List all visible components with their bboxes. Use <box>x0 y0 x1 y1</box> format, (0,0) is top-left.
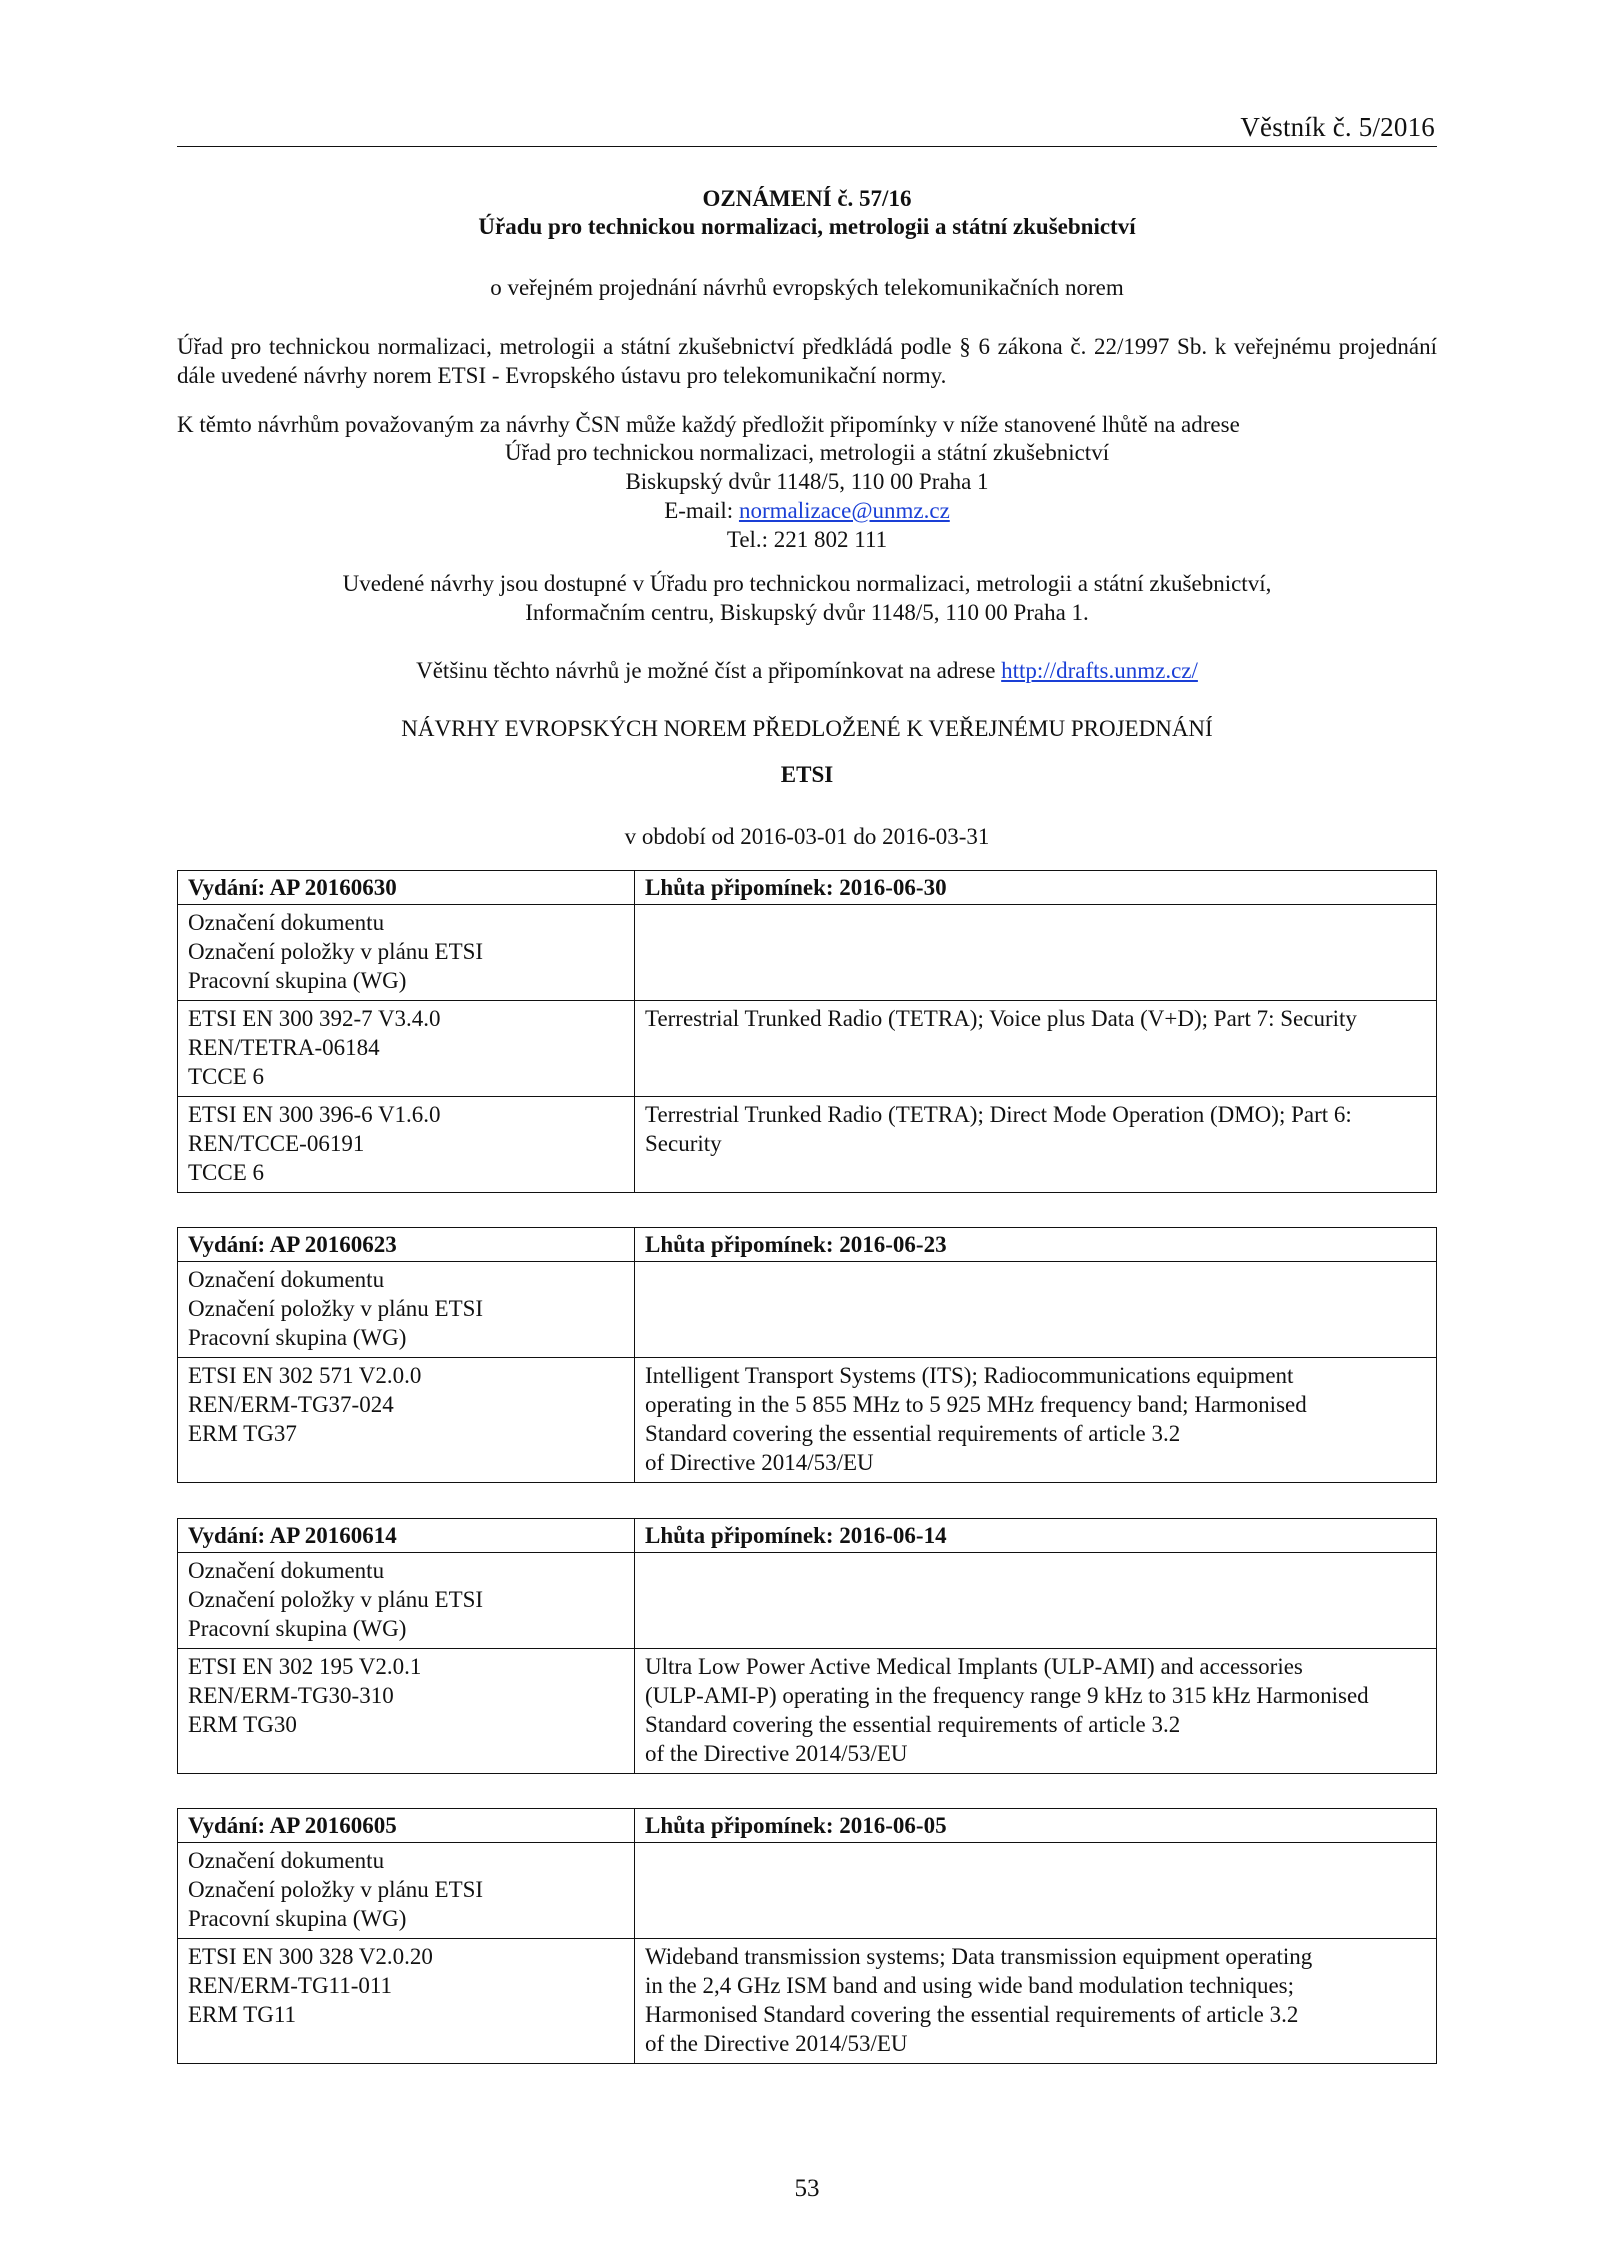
document-id: ETSI EN 302 571 V2.0.0 <box>188 1363 422 1388</box>
issue-deadline: Lhůta připomínek: 2016-06-05 <box>635 1809 1437 1843</box>
organization-heading: ETSI <box>780 762 834 787</box>
drafts-heading: NÁVRHY EVROPSKÝCH NOREM PŘEDLOŽENÉ K VEŘEJNÉMU PROJEDNÁNÍ <box>401 716 1213 741</box>
standard-title-line: Wideband transmission systems; Data transmission equipment operating <box>645 1944 1313 1969</box>
standard-row <box>178 1649 1437 1774</box>
standard-title-line: in the 2,4 GHz ISM band and using wide band modulation techniques; <box>645 1973 1295 1998</box>
standard-row <box>178 1001 1437 1097</box>
legend-cell <box>178 905 635 1001</box>
legend-row <box>178 1262 1437 1358</box>
address-office: Úřad pro technickou normalizaci, metrologii a státní zkušebnictví <box>504 440 1110 465</box>
working-group: ERM TG37 <box>188 1421 297 1446</box>
header-rule <box>177 146 1437 147</box>
legend-row <box>178 1843 1437 1939</box>
page-number: 53 <box>794 2175 820 2202</box>
issue-edition: Vydání: AP 20160614 <box>178 1519 635 1553</box>
standard-title-line: of the Directive 2014/53/EU <box>645 1741 908 1766</box>
standard-title-line: Intelligent Transport Systems (ITS); Radiocommunications equipment <box>645 1363 1294 1388</box>
issue-edition: Vydání: AP 20160623 <box>178 1228 635 1262</box>
legend-cell <box>178 1262 635 1358</box>
legend-row <box>178 905 1437 1001</box>
issue-deadline: Lhůta připomínek: 2016-06-14 <box>635 1519 1437 1553</box>
working-group: TCCE 6 <box>188 1160 265 1185</box>
email-label: E-mail: <box>664 498 739 523</box>
working-group: TCCE 6 <box>188 1064 265 1089</box>
issue-header-row <box>178 1809 1437 1843</box>
legend-line2: Označení položky v plánu ETSI <box>188 939 484 964</box>
issue-table <box>177 1227 1437 1483</box>
standard-title-line: Ultra Low Power Active Medical Implants (ULP-AMI) and accessories <box>645 1654 1303 1679</box>
journal-header: Věstník č. 5/2016 <box>1240 112 1435 142</box>
period-line: v období od 2016-03-01 do 2016-03-31 <box>624 824 990 849</box>
legend-line2: Označení položky v plánu ETSI <box>188 1877 484 1902</box>
standard-title-line: Terrestrial Trunked Radio (TETRA); Voice plus Data (V+D); Part 7: Security <box>645 1006 1357 1031</box>
work-item-id: REN/TCCE-06191 <box>188 1131 365 1156</box>
email-link[interactable]: normalizace@unmz.cz <box>738 498 950 523</box>
standard-title <box>635 1939 1437 2064</box>
standard-row <box>178 1097 1437 1193</box>
legend-line3: Pracovní skupina (WG) <box>188 1616 407 1641</box>
legend-line1: Označení dokumentu <box>188 1558 385 1583</box>
announcement-subtitle: o veřejném projednání návrhů evropských telekomunikačních norem <box>490 275 1124 300</box>
legend-line2: Označení položky v plánu ETSI <box>188 1296 484 1321</box>
standard-row <box>178 1939 1437 2064</box>
issue-table <box>177 1518 1437 1774</box>
standard-title-line: Security <box>645 1131 722 1156</box>
working-group: ERM TG11 <box>188 2002 296 2027</box>
standard-title-line: of Directive 2014/53/EU <box>645 1450 874 1475</box>
work-item-id: REN/ERM-TG30-310 <box>188 1683 394 1708</box>
legend-row <box>178 1553 1437 1649</box>
work-item-id: REN/ERM-TG11-011 <box>188 1973 393 1998</box>
standard-title-line: (ULP-AMI-P) operating in the frequency range 9 kHz to 315 kHz Harmonised <box>645 1683 1369 1708</box>
legend-line2: Označení položky v plánu ETSI <box>188 1587 484 1612</box>
drafts-portal-line <box>177 658 1437 684</box>
working-group: ERM TG30 <box>188 1712 297 1737</box>
availability-line-2: Informačním centru, Biskupský dvůr 1148/5, 110 00 Praha 1. <box>525 600 1089 625</box>
address-phone: Tel.: 221 802 111 <box>726 527 888 552</box>
drafts-portal-label: Většinu těchto návrhů je možné číst a připomínkovat na adrese <box>416 658 1002 683</box>
work-item-id: REN/TETRA-06184 <box>188 1035 380 1060</box>
standard-title <box>635 1001 1437 1097</box>
standard-identifiers <box>178 1001 635 1097</box>
legend-empty-cell <box>635 1262 1437 1358</box>
issue-table <box>177 870 1437 1193</box>
standard-title-line: of the Directive 2014/53/EU <box>645 2031 908 2056</box>
standard-title-line: operating in the 5 855 MHz to 5 925 MHz frequency band; Harmonised <box>645 1392 1307 1417</box>
standard-title <box>635 1358 1437 1483</box>
issue-header-row <box>178 1519 1437 1553</box>
document-id: ETSI EN 300 396-6 V1.6.0 <box>188 1102 441 1127</box>
standard-title-line: Terrestrial Trunked Radio (TETRA); Direct Mode Operation (DMO); Part 6: <box>645 1102 1352 1127</box>
availability-line-1: Uvedené návrhy jsou dostupné v Úřadu pro technickou normalizaci, metrologii a státní zkušebnictví, <box>342 571 1272 596</box>
standard-title-line: Standard covering the essential requirements of article 3.2 <box>645 1421 1181 1446</box>
document-id: ETSI EN 300 328 V2.0.20 <box>188 1944 433 1969</box>
legend-cell <box>178 1553 635 1649</box>
announcement-title: OZNÁMENÍ č. 57/16 <box>702 186 912 211</box>
issue-table <box>177 1808 1437 2064</box>
address-street: Biskupský dvůr 1148/5, 110 00 Praha 1 <box>625 469 989 494</box>
legend-line3: Pracovní skupina (WG) <box>188 1325 407 1350</box>
legend-empty-cell <box>635 1843 1437 1939</box>
legend-line3: Pracovní skupina (WG) <box>188 968 407 993</box>
legend-empty-cell <box>635 1553 1437 1649</box>
legend-line3: Pracovní skupina (WG) <box>188 1906 407 1931</box>
standard-title-line: Standard covering the essential requirements of article 3.2 <box>645 1712 1181 1737</box>
address-email <box>177 496 1437 525</box>
legend-line1: Označení dokumentu <box>188 1267 385 1292</box>
legend-cell <box>178 1843 635 1939</box>
legend-empty-cell <box>635 905 1437 1001</box>
standard-title-line: Harmonised Standard covering the essential requirements of article 3.2 <box>645 2002 1299 2027</box>
standard-identifiers <box>178 1358 635 1483</box>
standard-row <box>178 1358 1437 1483</box>
document-id: ETSI EN 300 392-7 V3.4.0 <box>188 1006 441 1031</box>
document-id: ETSI EN 302 195 V2.0.1 <box>188 1654 422 1679</box>
comments-paragraph: K těmto návrhům považovaným za návrhy ČSN může každý předložit připomínky v níže stanovené lhůtě na adrese <box>177 412 1240 437</box>
intro-paragraph: Úřad pro technickou normalizaci, metrologii a státní zkušebnictví předkládá podle § 6 zákona č. 22/1997 Sb. k veřejnému projednání dále uvedené návrhy norem ETSI - Evropského ústavu pro telekomunikační normy. <box>177 334 1437 388</box>
work-item-id: REN/ERM-TG37-024 <box>188 1392 394 1417</box>
standard-identifiers <box>178 1939 635 2064</box>
drafts-portal-link[interactable]: http://drafts.unmz.cz/ <box>1001 658 1198 683</box>
issue-edition: Vydání: AP 20160630 <box>178 871 635 905</box>
standard-title <box>635 1097 1437 1193</box>
issue-header-row <box>178 871 1437 905</box>
legend-line1: Označení dokumentu <box>188 910 385 935</box>
standard-identifiers <box>178 1097 635 1193</box>
issue-deadline: Lhůta připomínek: 2016-06-23 <box>635 1228 1437 1262</box>
issue-deadline: Lhůta připomínek: 2016-06-30 <box>635 871 1437 905</box>
issue-edition: Vydání: AP 20160605 <box>178 1809 635 1843</box>
standard-title <box>635 1649 1437 1774</box>
standard-identifiers <box>178 1649 635 1774</box>
issue-header-row <box>178 1228 1437 1262</box>
legend-line1: Označení dokumentu <box>188 1848 385 1873</box>
announcement-issuer: Úřadu pro technickou normalizaci, metrologii a státní zkušebnictví <box>478 214 1136 239</box>
